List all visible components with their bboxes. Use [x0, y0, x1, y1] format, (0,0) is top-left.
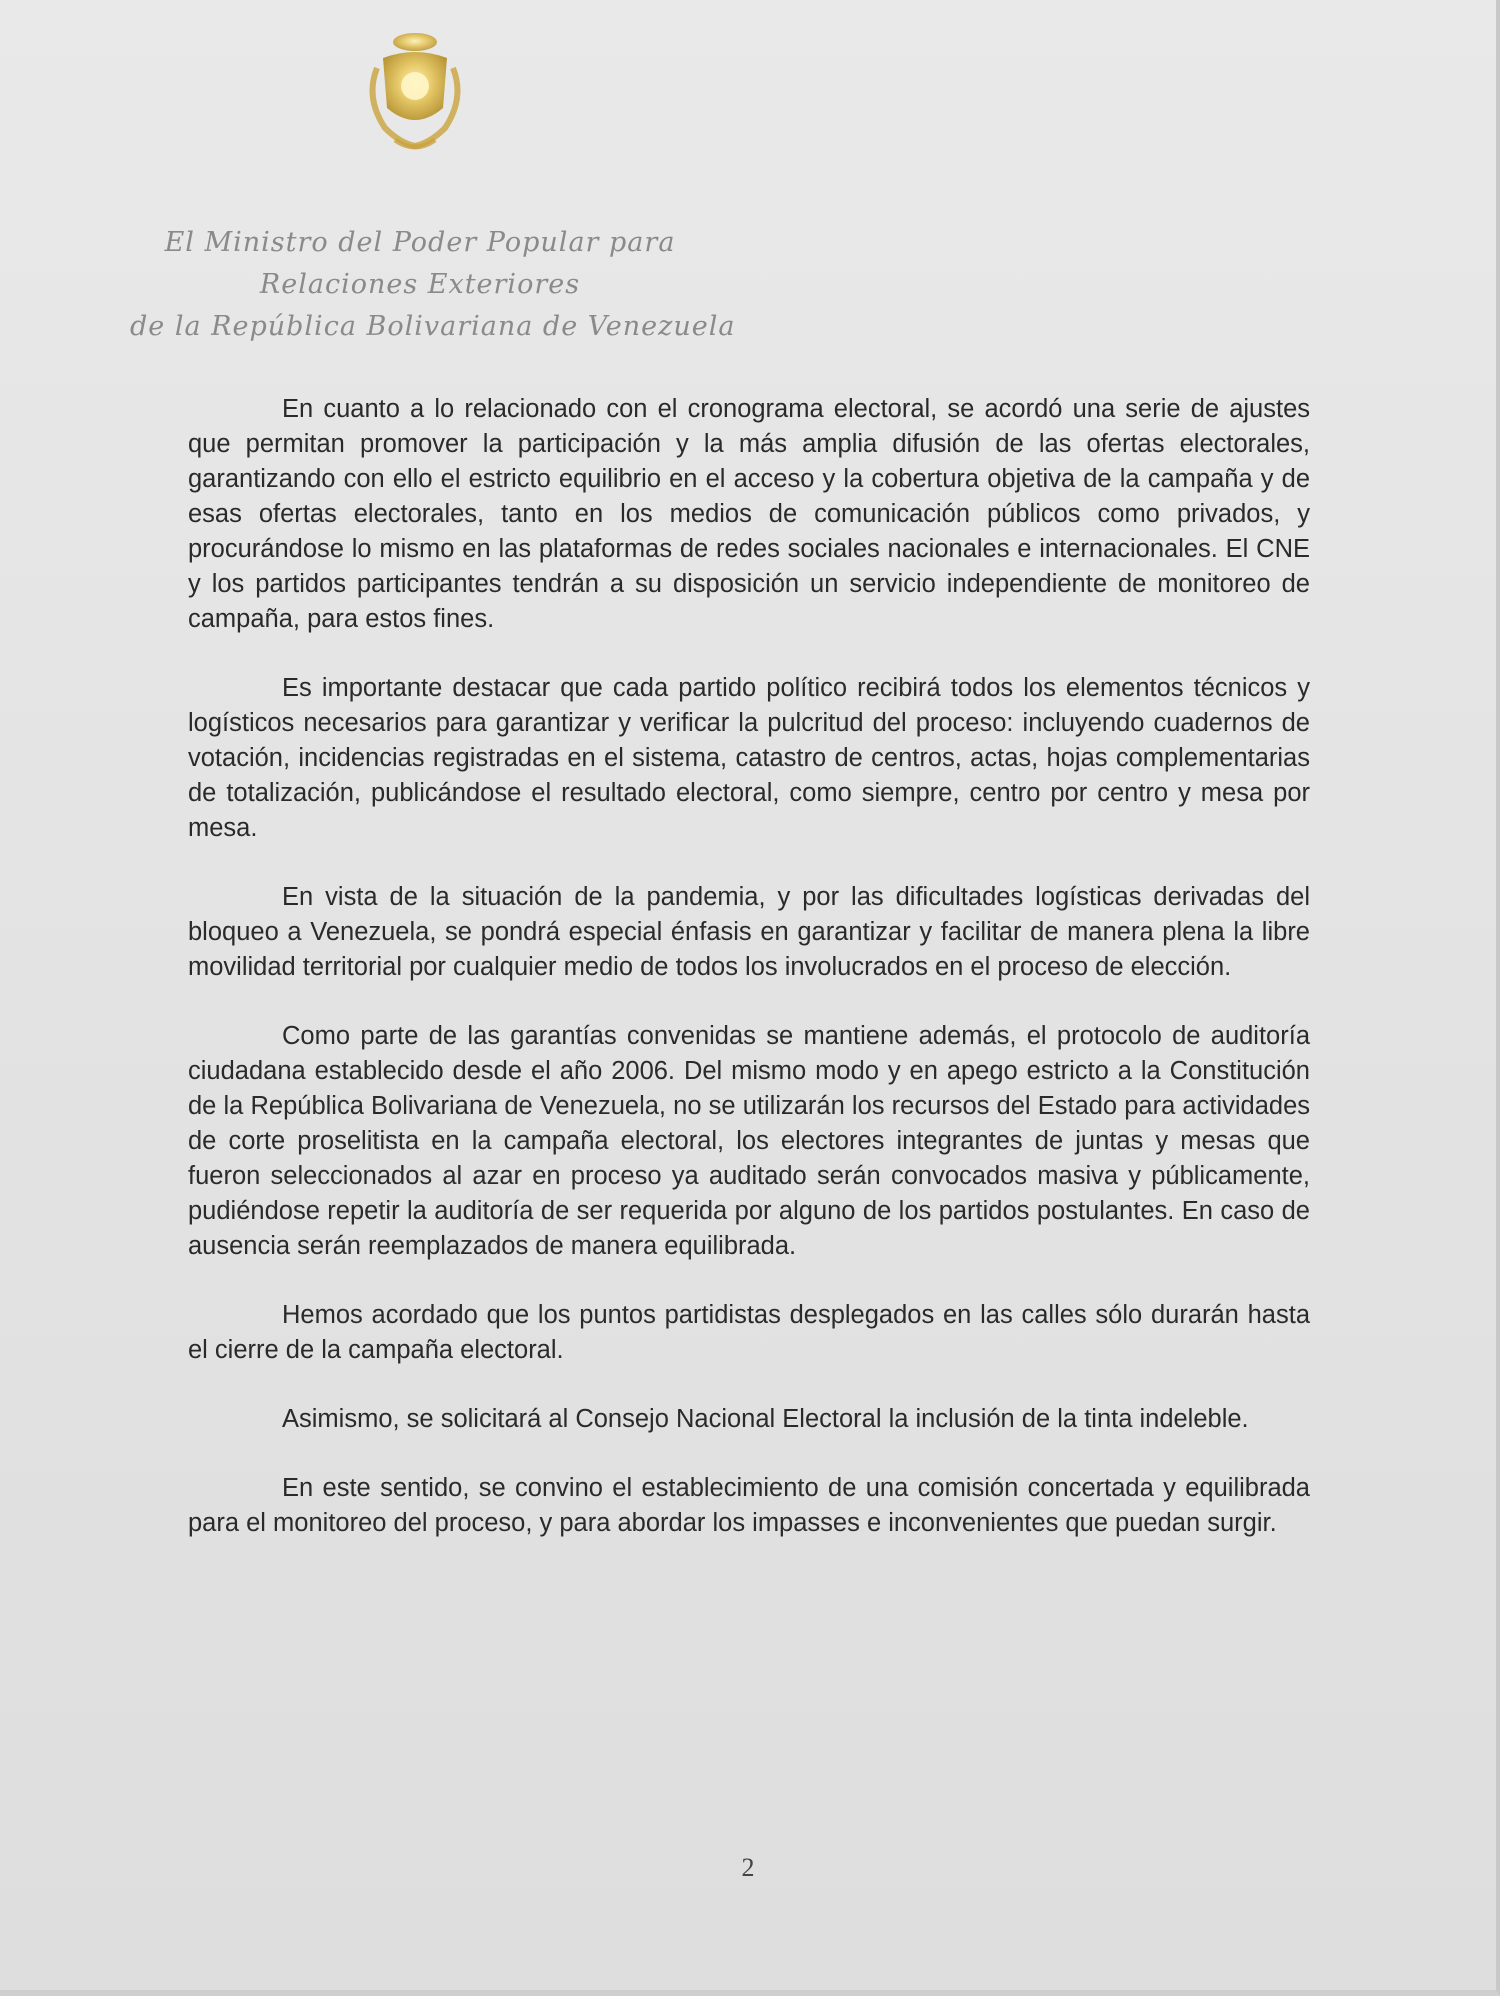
paragraph: En este sentido, se convino el establecimiento de una comisión concertada y equilibrada para el monitoreo del proceso, y para abordar los impasses e inconvenientes que puedan surgir. [188, 1474, 1310, 1537]
paragraph: Es importante destacar que cada partido político recibirá todos los elementos técnicos y logísticos necesarios para garantizar y verificar la pulcritud del proceso: incluyendo cuadernos de votación, incidencias registradas en el sistema, catastro de centros, actas, hojas complementarias de totalización, publicándose el resultado electoral, como siempre, centro por centro y mesa por mesa. [188, 674, 1310, 842]
page-number: 2 [741, 1853, 755, 1882]
paragraph: Como parte de las garantías convenidas se mantiene además, el protocolo de auditoría ciudadana establecido desde el año 2006. Del mismo modo y en apego estricto a la Constitución de la República Bolivariana de Venezuela, no se utilizarán los recursos del Estado para actividades de corte proselitista en la campaña electoral, los electores integrantes de juntas y mesas que fueron seleccionados al azar en proceso ya auditado serán convocados masiva y públicamente, pudiéndose repetir la auditoría de ser requerida por alguno de los partidos postulantes. En caso de ausencia serán reemplazados de manera equilibrada. [188, 1022, 1310, 1260]
letterhead-line-1: El Ministro del Poder Popular para [164, 227, 676, 258]
letter-body [188, 392, 1310, 1575]
paragraph: En vista de la situación de la pandemia, y por las dificultades logísticas derivadas del bloqueo a Venezuela, se pondrá especial énfasis en garantizar y facilitar de manera plena la libre movilidad territorial por cualquier medio de todos los involucrados en el proceso de elección. [188, 883, 1310, 981]
paragraph: Asimismo, se solicitará al Consejo Nacional Electoral la inclusión de la tinta indeleble. [282, 1405, 1249, 1433]
coat-of-arms-seal-icon [355, 28, 475, 158]
paragraph: En cuanto a lo relacionado con el cronograma electoral, se acordó una serie de ajustes que permitan promover la participación y la más amplia difusión de las ofertas electorales, garantizando con ello el estricto equilibrio en el acceso y la cobertura objetiva de la campaña y de esas ofertas electorales, tanto en los medios de comunicación públicos como privados, y procurándose lo mismo en las plataformas de redes sociales nacionales e internacionales. El CNE y los partidos participantes tendrán a su disposición un servicio independiente de monitoreo de campaña, para estos fines. [188, 395, 1310, 633]
paragraph: Hemos acordado que los puntos partidistas desplegados en las calles sólo durarán hasta el cierre de la campaña electoral. [188, 1301, 1310, 1364]
letterhead [130, 222, 736, 348]
letterhead-line-3: de la República Bolivariana de Venezuela [130, 311, 736, 342]
letterhead-line-2: Relaciones Exteriores [259, 269, 581, 300]
